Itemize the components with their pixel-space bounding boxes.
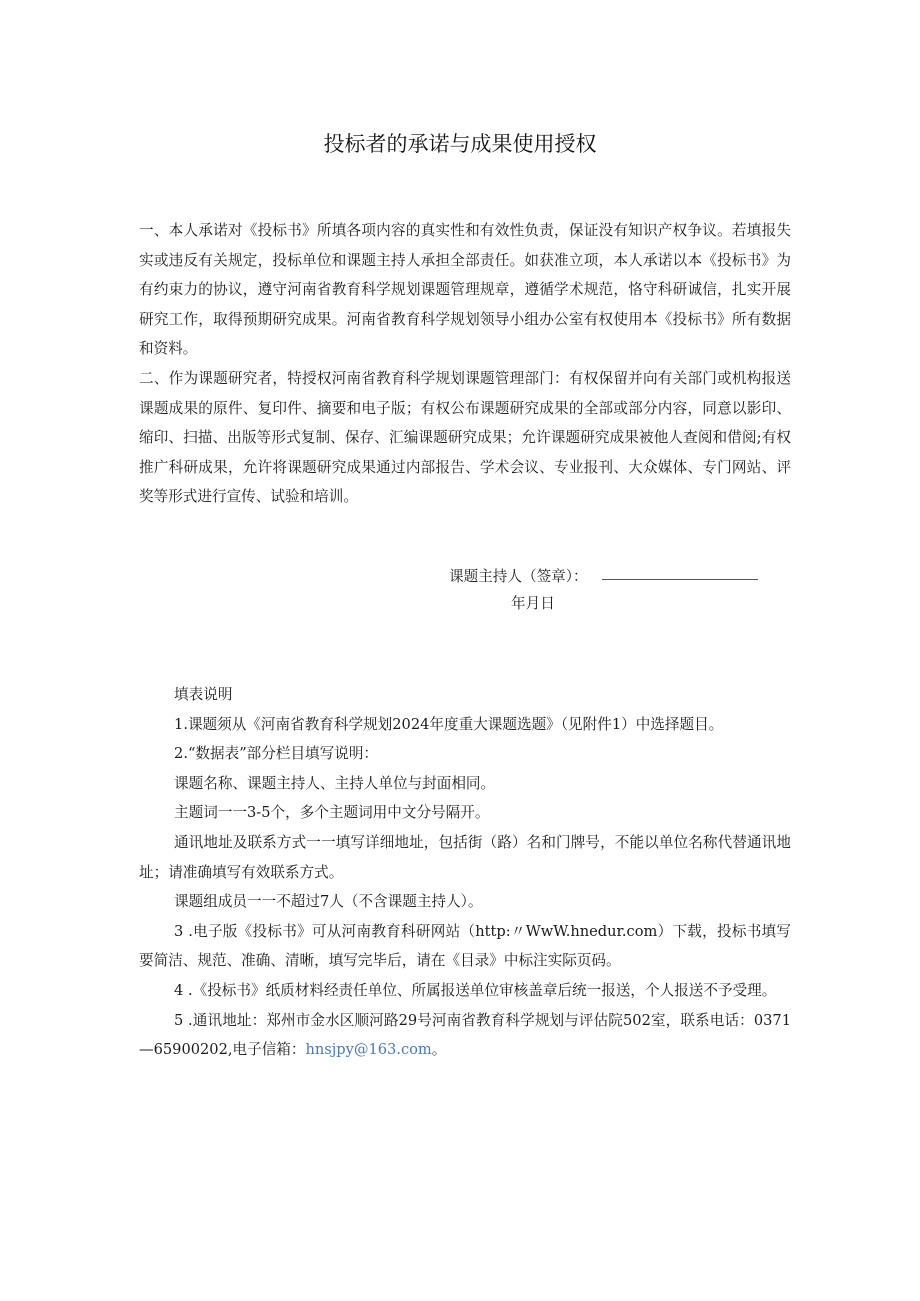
instructions-section (139, 680, 791, 1065)
contact-suffix: 。 (431, 1041, 447, 1059)
signature-label: 课题主持人（签章）： (449, 568, 588, 585)
commitment-section (139, 216, 791, 512)
signature-block (449, 560, 779, 613)
instruction-item-2a: 课题名称、课题主持人、主持人单位与封面相同。 (174, 774, 496, 792)
instruction-item-3: 3 .电子版《投标书》可从河南教育科研网站（http:〃WwW.hnedur.com）下载，投标书填写要简洁、规范、准确、清晰，填写完毕后，请在《目录》中标注实际页码。 (139, 922, 791, 970)
instruction-item-4: 4 .《投标书》纸质材料经责任单位、所属报送单位审核盖章后统一报送，个人报送不予受理。 (174, 981, 777, 999)
instruction-item-2b: 主题词一一3-5个，多个主题词用中文分号隔开。 (174, 804, 490, 822)
contact-text: 5 .通讯地址：郑州市金水区顺河路29号河南省教育科学规划与评估院502室，联系电话：0371—65900202,电子信箱： (139, 1011, 791, 1059)
contact-email-link[interactable]: hnsjpy@163.com (305, 1041, 432, 1059)
commitment-paragraph-2: 二、作为课题研究者，特授权河南省教育科学规划课题管理部门：有权保留并向有关部门或机构报送课题成果的原件、复印件、摘要和电子版；有权公布课题研究成果的全部或部分内容，同意以影印、缩印、扫描、出版等形式复制、保存、汇编课题研究成果；允许课题研究成果被他人查阅和借阅;有权推广科研成果，允许将课题研究成果通过内部报告、学术会议、专业报刊、大众媒体、专门网站、评奖等形式进行宣传、试验和培训。 (139, 369, 791, 506)
instruction-item-1: 1.课题须从《河南省教育科学规划2024年度重大课题选题》（见附件1）中选择题目。 (174, 715, 724, 733)
signature-row (449, 560, 779, 586)
instruction-item-2d: 课题组成员一一不超过7人（不含课题主持人）。 (174, 893, 483, 911)
signature-line (602, 579, 758, 580)
date-label: 年月日 (511, 595, 555, 612)
instructions-heading: 填表说明 (174, 686, 233, 703)
instruction-item-2c: 通讯地址及联系方式一一填写详细地址，包括街（路）名和门牌号，不能以单位名称代替通讯地址；请准确填写有效联系方式。 (139, 833, 791, 881)
instruction-item-2: 2.“数据表”部分栏目填写说明： (174, 745, 379, 763)
commitment-paragraph-1: 一、本人承诺对《投标书》所填各项内容的真实性和有效性负责，保证没有知识产权争议。若填报失实或违反有关规定，投标单位和课题主持人承担全部责任。如获准立项，本人承诺以本《投标书》为有约束力的协议，遵守河南省教育科学规划课题管理规章，遵循学术规范，恪守科研诚信，扎实开展研究工作，取得预期研究成果。河南省教育科学规划领导小组办公室有权使用本《投标书》所有数据和资料。 (139, 222, 791, 358)
page-title: 投标者的承诺与成果使用授权 (323, 132, 597, 156)
instruction-item-5 (139, 1006, 791, 1065)
